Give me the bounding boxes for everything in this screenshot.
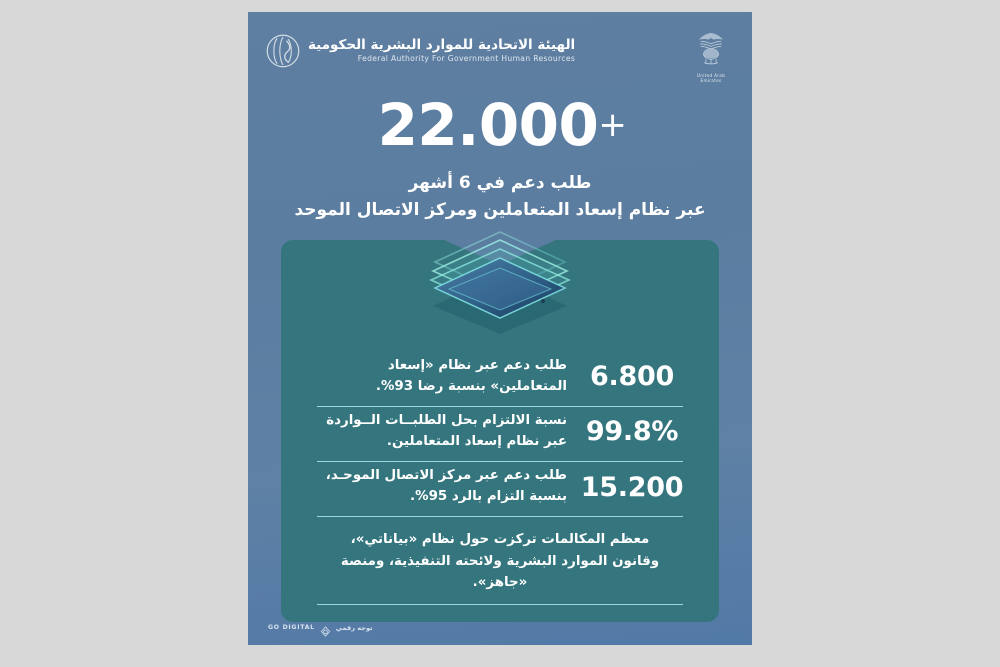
emblem-caption: United Arab Emirates — [696, 73, 726, 83]
hero-subtitle-line1: طلب دعم في 6 أشهر — [408, 173, 592, 193]
stat-description: طلب دعم عبر نظام «إسعاد المتعاملين» بنسبة رضا 93%. — [375, 358, 567, 394]
go-digital-label-ar: توجه رقمي — [335, 623, 373, 632]
hero-subtitle-line2: عبر نظام إسعاد المتعاملين ومركز الاتصال الموحد — [294, 199, 706, 220]
row-divider — [317, 406, 683, 408]
authority-name-ar: الهيئة الاتحادية للموارد البشرية الحكومية — [308, 36, 576, 53]
stats-list — [309, 352, 691, 605]
stat-row — [309, 407, 691, 461]
go-digital-label-en: GO DIGITAL — [268, 624, 315, 631]
stat-value: 99.8% — [585, 416, 679, 448]
row-divider — [317, 516, 683, 518]
go-digital-droplet-icon — [320, 622, 331, 633]
row-divider — [317, 604, 683, 606]
stats-note: معظم المكالمات تركزت حول نظام «بياناتي»، وقانون الموارد البشرية ولائحته التنفيذية، ومنصة «جاهز». — [340, 532, 660, 591]
row-divider — [317, 461, 683, 463]
stat-description: طلب دعم عبر مركز الاتصال الموحـد، بنسبة التزام بالرد 95%. — [325, 468, 567, 505]
isometric-layered-screens-icon — [415, 222, 585, 338]
stat-row — [309, 462, 691, 516]
uae-emblem — [688, 30, 734, 83]
stat-description: نسبة الالتزام بحل الطلبــات الــواردة عبر نظام إسعاد المتعاملين. — [326, 413, 567, 449]
hero-number-value: 22.000 — [377, 91, 599, 159]
fahr-brand-text — [308, 38, 575, 64]
poster-header — [248, 12, 752, 92]
stat-value: 15.200 — [580, 471, 684, 503]
fahr-brand — [266, 34, 575, 68]
hero-figure — [248, 91, 752, 159]
go-digital-footer — [268, 622, 373, 633]
stat-row — [309, 352, 691, 406]
hero-plus-sign: + — [598, 105, 627, 145]
authority-name-en: Federal Authority For Government Human Resources — [357, 54, 576, 64]
stat-value: 6.800 — [590, 361, 674, 393]
stats-card — [281, 240, 719, 622]
fahr-logo-icon — [266, 34, 300, 68]
infographic-poster — [248, 12, 752, 645]
hero-section — [248, 91, 752, 222]
uae-falcon-emblem-icon — [694, 30, 728, 68]
